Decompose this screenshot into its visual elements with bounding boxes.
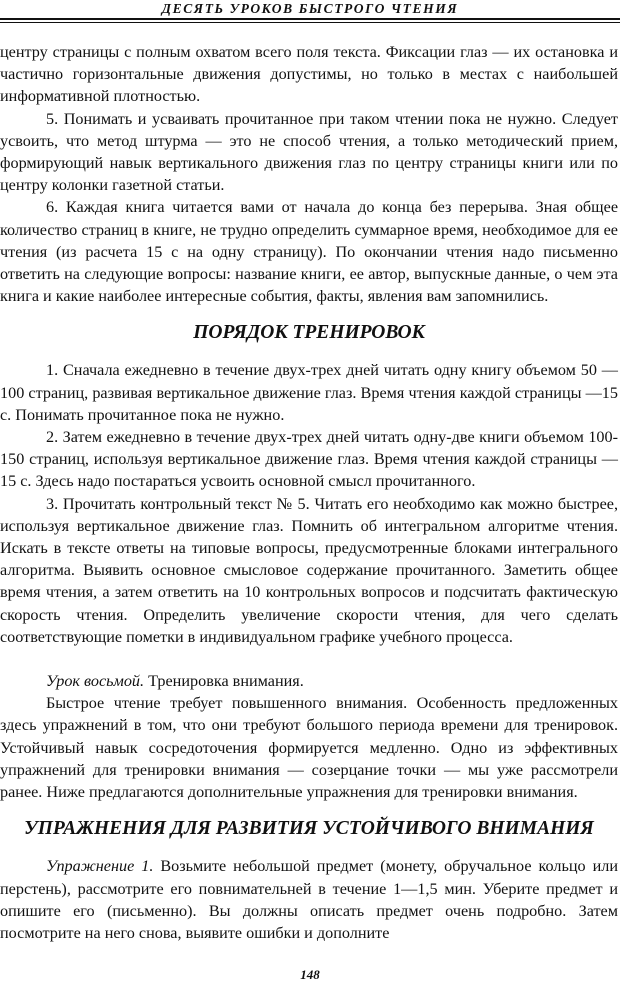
section-heading-training-order: ПОРЯДОК ТРЕНИРОВОК <box>193 322 425 344</box>
paragraph-rule-5: 5. Понимать и усваивать прочитанное при таком чтении пока не нужно. Следует усвоить, что метод штурма — это не способ чтения, а только методический прием, формирующий навык вертикального движения глаз по центру страницы книги или по центру колонки газетной статьи. <box>0 109 618 195</box>
paragraph-continued: центру страницы с полным охватом всего поля текста. Фиксации глаз — их остановка и частично горизонтальные движения допустимы, но только в местах с наибольшей информативной плотностью. <box>0 43 618 106</box>
spacer <box>0 648 618 670</box>
section-heading-attention-exercises: УПРАЖНЕНИЯ ДЛЯ РАЗВИТИЯ УСТОЙЧИВОГО ВНИМАНИЯ <box>24 818 594 840</box>
page-number: 148 <box>300 967 320 982</box>
paragraph-exercise-1 <box>0 855 618 944</box>
lesson-title: Тренировка внимания. <box>144 672 304 691</box>
paragraph-step-1: 1. Сначала ежедневно в течение двух-трех дней читать одну книгу объемом 50 —100 страниц, развивая вертикальное движение глаз. Время чтения каждой страницы —15 с. Понимать прочитанное пока не нужно. <box>0 361 618 424</box>
exercise-text: Возьмите небольшой предмет (монету, обручальное кольцо или перстень), рассмотрите его повнимательней в течение 1—1,5 мин. Уберите предмет и опишите его (письменно). Вы должны описать предмет очень подробно. Затем посмотрите на него снова, выявите ошибки и дополните <box>0 857 618 942</box>
running-title: ДЕСЯТЬ УРОКОВ БЫСТРОГО ЧТЕНИЯ <box>161 1 459 16</box>
running-header <box>0 0 620 26</box>
paragraph-lesson-text: Быстрое чтение требует повышенного внимания. Особенность предложенных здесь упражнений в том, что они требуют большого периода времени для тренировок. Устойчивый навык сосредоточения формируется медленно. Одно из эффективных упражнений для тренировки внимания — созерцание точки — мы уже рассмотрели ранее. Ниже предлагаются дополнительные упражнения для тренировки внимания. <box>0 694 618 802</box>
paragraph-rule-6: 6. Каждая книга читается вами от начала до конца без перерыва. Зная общее количество страниц в книге, не трудно определить суммарное время, необходимое для ее чтения (из расчета 15 с на одну страницу). По окончании чтения надо письменно ответить на следующие вопросы: название книги, ее автор, выпускные данные, о чем эта книга и какие наиболее интересные события, факты, явления вам запомнились. <box>0 198 618 306</box>
paragraph-step-3: 3. Прочитать контрольный текст № 5. Читать его необходимо как можно быстрее, используя вертикальное движение глаз. Помнить об интегральном алгоритме чтения. Искать в тексте ответы на типовые вопросы, предусмотренные блоками интегрального алгоритма. Выявить основное смысловое содержание прочитанного. Заметить общее время чтения, а затем ответить на 10 контрольных вопросов и подсчитать фактическую скорость чтения. Определить увеличение скорости чтения, для чего сделать соответствующие пометки в индивидуальном графике учебного процесса. <box>0 494 618 646</box>
exercise-label: Упражнение 1. <box>46 857 154 876</box>
paragraph-step-2: 2. Затем ежедневно в течение двух-трех дней читать одну-две книги объемом 100-150 страниц, используя вертикальное движение глаз. Время чтения каждой страницы — 15 с. Здесь надо постараться усвоить основной смысл прочитанного. <box>0 428 618 491</box>
lesson-label: Урок восьмой. <box>46 672 145 691</box>
header-rule-thin <box>0 22 620 23</box>
paragraph-lesson-heading <box>0 670 618 692</box>
header-rule-thick <box>0 18 620 20</box>
page-body <box>0 41 618 944</box>
